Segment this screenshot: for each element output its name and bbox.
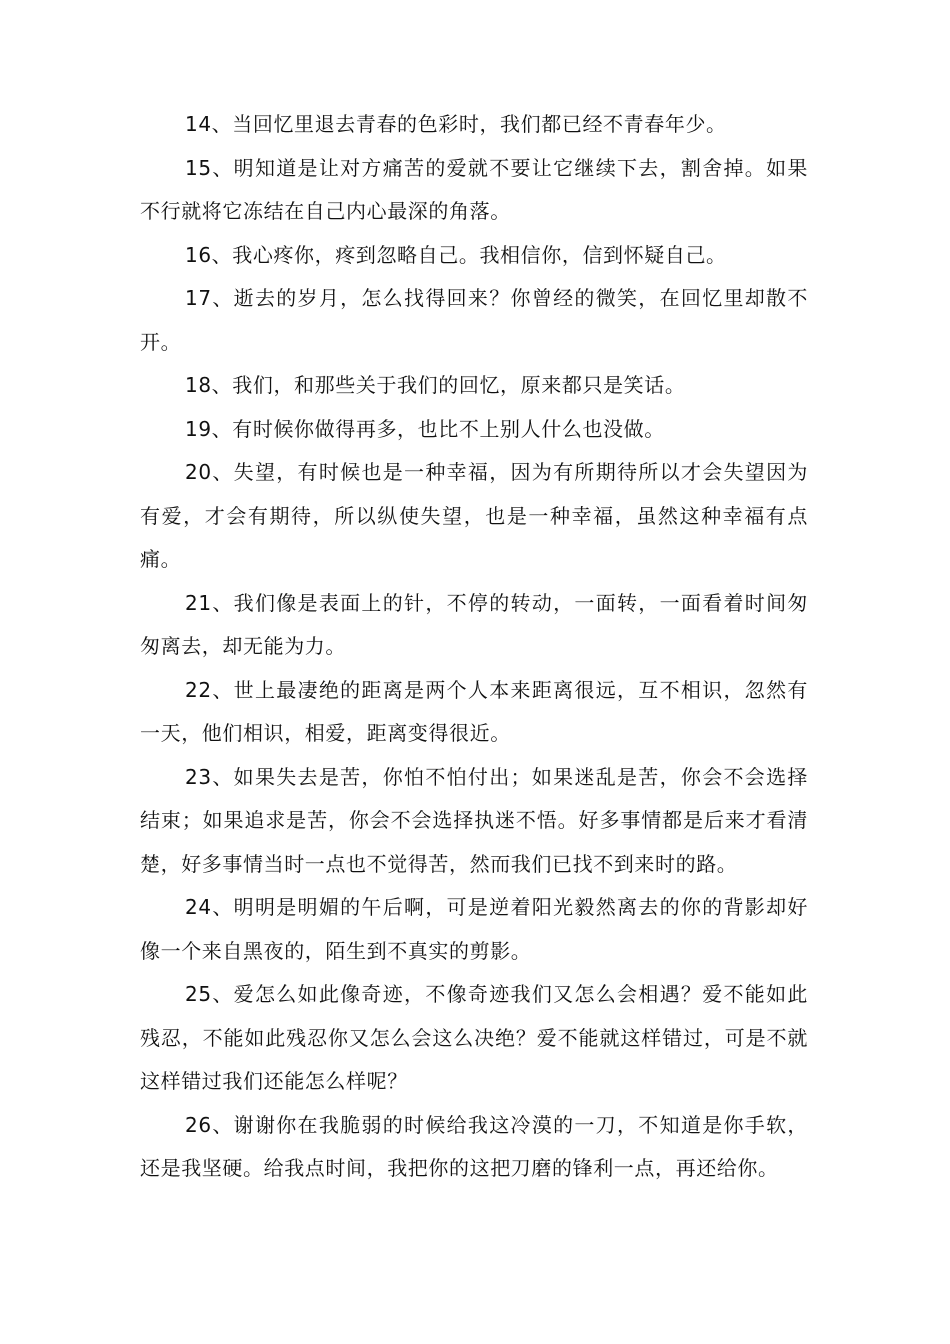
- paragraph-15: 15、明知道是让对方痛苦的爱就不要让它继续下去，割舍掉。如果不行就将它冻结在自己内心最深的角落。: [140, 155, 808, 223]
- paragraph-19: 19、有时候你做得再多，也比不上别人什么也没做。: [185, 416, 665, 441]
- paragraph-21: 21、我们像是表面上的针，不停的转动，一面转，一面看着时间匆匆离去，却无能为力。: [140, 590, 808, 658]
- paragraph-17: 17、逝去的岁月，怎么找得回来？你曾经的微笑，在回忆里却散不开。: [140, 286, 808, 354]
- paragraph-23: 23、如果失去是苦，你怕不怕付出；如果迷乱是苦，你会不会选择结束；如果追求是苦，你会不会选择执迷不悟。好多事情都是后来才看清楚，好多事情当时一点也不觉得苦，然而我们已找不到来时的路。: [140, 764, 808, 876]
- paragraph-20: 20、失望，有时候也是一种幸福，因为有所期待所以才会失望因为有爱，才会有期待，所以纵使失望，也是一种幸福，虽然这种幸福有点痛。: [140, 460, 808, 571]
- paragraph-16: 16、我心疼你，疼到忽略自己。我相信你，信到怀疑自己。: [185, 242, 727, 267]
- paragraph-26: 26、谢谢你在我脆弱的时候给我这冷漠的一刀，不知道是你手软，还是我坚硬。给我点时间，我把你的这把刀磨的锋利一点，再还给你。: [140, 1112, 808, 1180]
- document-body: [140, 103, 808, 1191]
- paragraph-22: 22、世上最凄绝的距离是两个人本来距离很远，互不相识，忽然有一天，他们相识，相爱，距离变得很近。: [140, 677, 808, 745]
- paragraph-18: 18、我们，和那些关于我们的回忆，原来都只是笑话。: [185, 373, 686, 397]
- paragraph-24: 24、明明是明媚的午后啊，可是逆着阳光毅然离去的你的背影却好像一个来自黑夜的，陌生到不真实的剪影。: [140, 895, 808, 963]
- paragraph-14: 14、当回忆里退去青春的色彩时，我们都已经不青春年少。: [185, 112, 727, 136]
- paragraph-25: 25、爱怎么如此像奇迹，不像奇迹我们又怎么会相遇？爱不能如此残忍，不能如此残忍你又怎么会这么决绝？爱不能就这样错过，可是不就这样错过我们还能怎么样呢？: [140, 982, 808, 1093]
